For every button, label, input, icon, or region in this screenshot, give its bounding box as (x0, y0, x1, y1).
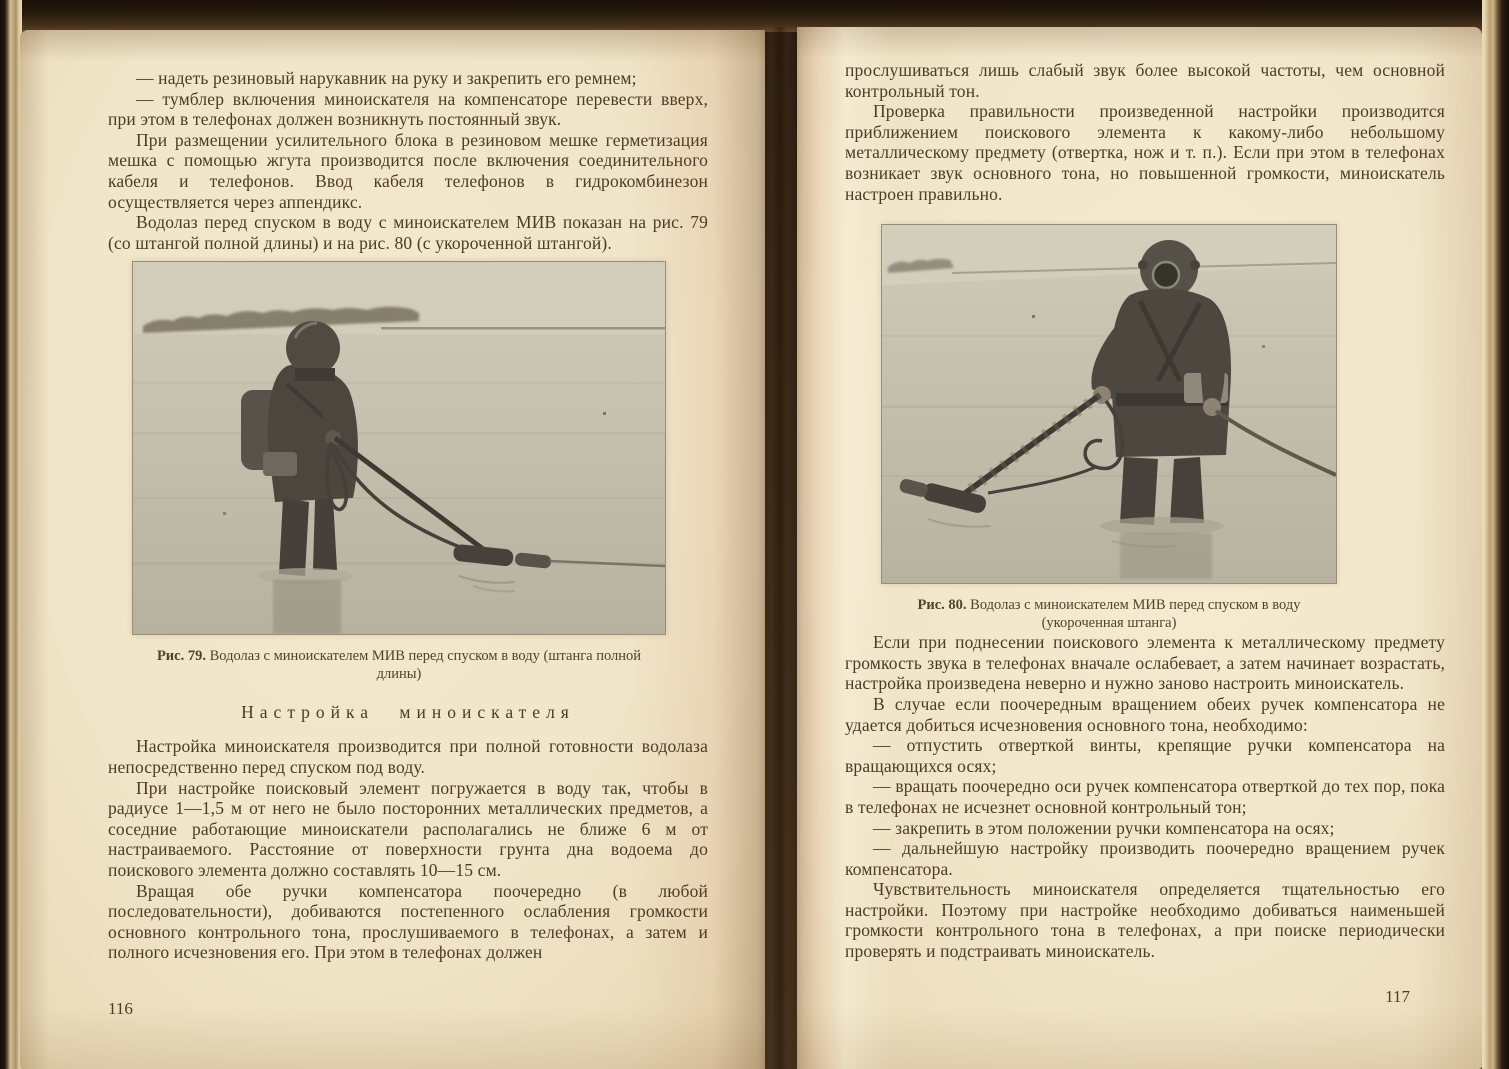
figure-80-photo-diver-short-rod (881, 224, 1337, 584)
paragraph: — дальнейшую настройку производить поочередно вращением ручек компенсатора. (845, 838, 1445, 879)
page-left (20, 30, 765, 1069)
paragraph: — отпустить отверткой винты, крепящие ручки компенсатора на вращающихся осях; (845, 735, 1445, 776)
paragraph: Если при поднесении поискового элемента к металлическому предмету громкость звука в телефонах вначале ослабевает, а затем начинает возрастать, настройка произведена неверно и нужно заново настроить миноискатель. (845, 632, 1445, 694)
paragraph: Вращая обе ручки компенсатора поочередно (в любой последовательности), добиваются постепенного ослабления громкости основного контрольного тона, прослушиваемого в телефонах, а затем и полного исчезновения его. При этом в телефонах должен (108, 880, 708, 963)
section-heading: Настройка миноискателя (241, 702, 575, 723)
figure-79-label: Рис. 79. (156, 648, 206, 665)
paragraph: Проверка правильности произведенной настройки производится приближением поискового элемента к какому-либо небольшому металлическому предмету (отвертка, нож и т. п.). Если при этом в телефонах возникает звук основного тона, но повышенной громкости, миноискатель настроен правильно. (845, 101, 1445, 204)
figure-79-caption (147, 648, 652, 683)
paragraph: При настройке поисковый элемент погружается в воду так, чтобы в радиусе 1—1,5 м от него не было посторонних металлических предметов, а соседние работающие миноискатели располагались не ближе 6 м от настраиваемого. Расстояние от поверхности грунта дна водоема до поискового элемента должно составлять 10—15 см. (108, 777, 708, 880)
page-right-content (845, 60, 1445, 962)
page-left-content (108, 68, 708, 963)
page-right (797, 27, 1482, 1069)
figure-80 (881, 224, 1337, 632)
figure-80-label: Рис. 80. (917, 597, 967, 614)
paragraph: — надеть резиновый нарукавник на руку и закрепить его ремнем; (136, 68, 637, 88)
paragraph: — тумблер включения миноискателя на компенсаторе перевести вверх, при этом в телефонах должен возникнуть постоянный звук. (108, 88, 708, 130)
paragraph: Чувствительность миноискателя определяется тщательностью его настройки. Поэтому при настройке необходимо добиваться наименьшей громкости контрольного тона в телефонах, а при поиске периодически проверять и подстраивать миноискатель. (845, 879, 1445, 962)
figure-80-caption-text: Водолаз с миноискателем МИВ перед спуском в воду (укороченная штанга) (970, 597, 1301, 631)
page-number-left: 116 (108, 999, 133, 1018)
book-page-edges-right (1482, 0, 1509, 1069)
paragraph: В случае если поочередным вращением обеих ручек компенсатора не удается добиться исчезновения основного тона, необходимо: (845, 693, 1445, 735)
book-page-edges-left (0, 0, 22, 1069)
figure-79-photo-diver-full-rod (132, 261, 666, 635)
paragraph: — закрепить в этом положении ручки компенсатора на осях; (873, 817, 1335, 838)
figure-79-caption-text: Водолаз с миноискателем МИВ перед спуском в воду (штанга полной длины) (209, 648, 642, 682)
paragraph: — вращать поочередно оси ручек компенсатора отверткой до тех пор, пока в телефонах не исчезнет основной контрольный тон; (845, 776, 1445, 817)
paragraph: Настройка миноискателя производится при полной готовности водолаза непосредственно перед спуском под воду. (108, 736, 708, 777)
page-number-right: 117 (1385, 987, 1410, 1006)
paragraph: При размещении усилительного блока в резиновом мешке герметизация мешка с помощью жгута производится после включения соединительного кабеля и телефонов. Ввод кабеля телефонов в гидрокомбинезон осуществляется через аппендикс. (108, 129, 708, 212)
figure-80-caption (894, 597, 1324, 632)
figure-79 (132, 261, 666, 683)
paragraph: Водолаз перед спуском в воду с миноискателем МИВ показан на рис. 79 (со штангой полной длины) и на рис. 80 (с укороченной штангой). (108, 212, 708, 253)
paragraph: прослушиваться лишь слабый звук более высокой частоты, чем основной контрольный тон. (845, 60, 1445, 101)
